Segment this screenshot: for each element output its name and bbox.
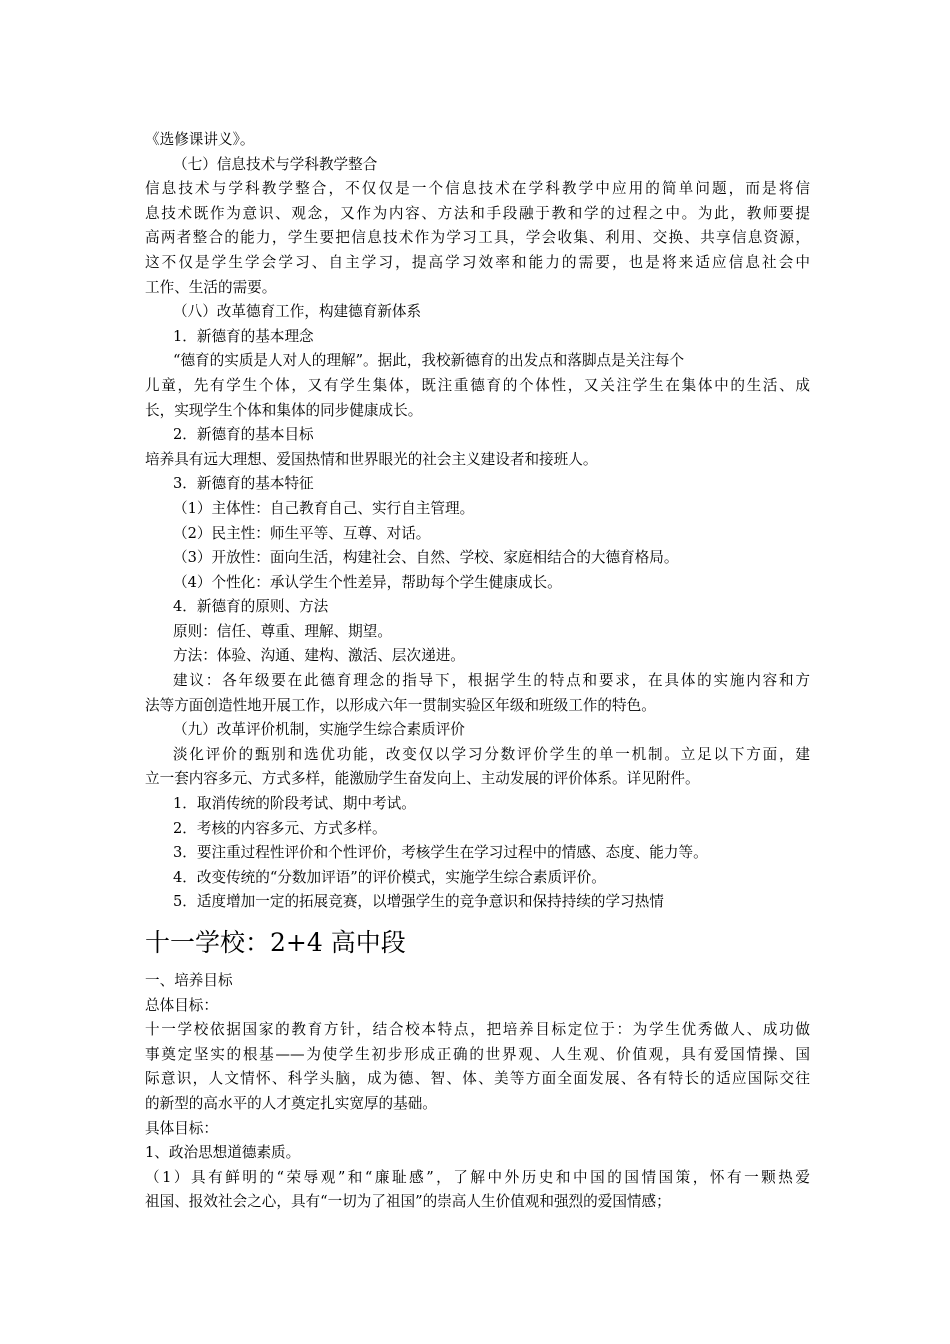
text-line: 信息技术与学科教学整合，不仅仅是一个信息技术在学科教学中应用的简单问题，而是将信 <box>145 180 810 198</box>
text-line: 息技术既作为意识、观念，又作为内容、方法和手段融于教和学的过程之中。为此，教师要提 <box>145 204 810 222</box>
text-line: 法等方面创造性地开展工作，以形成六年一贯制实验区年级和班级工作的特色。 <box>145 696 656 714</box>
text-line: 祖国、报效社会之心，具有“一切为了祖国”的崇高人生价值观和强烈的爱国情感； <box>145 1193 671 1211</box>
text-line: 1．新德育的基本理念 <box>173 327 314 345</box>
text-line: 的新型的高水平的人才奠定扎实宽厚的基础。 <box>145 1094 437 1112</box>
text-line: 4．改变传统的“分数加评语”的评价模式，实施学生综合素质评价。 <box>173 868 606 886</box>
text-line: 际意识，人文情怀、科学头脑，成为德、智、体、美等方面全面发展、各有特长的适应国际交往 <box>145 1070 810 1088</box>
text-line: 3．要注重过程性评价和个性评价，考核学生在学习过程中的情感、态度、能力等。 <box>173 844 708 862</box>
text-line: 2．新德育的基本目标 <box>173 426 314 444</box>
text-line: 一、培养目标 <box>145 972 233 989</box>
text-line: 十一学校依据国家的教育方针，结合校本特点，把培养目标定位于：为学生优秀做人、成功做 <box>145 1021 810 1039</box>
text-line: （1）主体性：自己教育自己、实行自主管理。 <box>173 499 475 517</box>
text-line: 4．新德育的原则、方法 <box>173 598 329 616</box>
document-page <box>145 128 810 1215</box>
text-line: 5．适度增加一定的拓展竞赛，以增强学生的竞争意识和保持持续的学习热情 <box>173 893 664 911</box>
text-line: 1．取消传统的阶段考试、期中考试。 <box>173 795 416 813</box>
body-text-part-1 <box>145 128 810 915</box>
text-line: （八）改革德育工作，构建德育新体系 <box>173 303 422 321</box>
text-line: （九）改革评价机制，实施学生综合素质评价 <box>173 721 465 739</box>
text-line: “德育的实质是人对人的理解”。据此，我校新德育的出发点和落脚点是关注每个 <box>173 352 685 370</box>
text-line: （1）具有鲜明的“荣辱观”和“廉耻感”，了解中外历史和中国的国情国策，怀有一颗热爱 <box>145 1168 810 1186</box>
text-line: 方法：体验、沟通、建构、激活、层次递进。 <box>173 647 465 665</box>
text-line: 工作、生活的需要。 <box>145 278 277 296</box>
text-line: 1、政治思想道德素质。 <box>145 1144 301 1162</box>
body-text-part-2 <box>145 969 810 1215</box>
section-heading: 十一学校：2+4 高中段 <box>145 928 406 957</box>
text-line: 立一套内容多元、方式多样，能激励学生奋发向上、主动发展的评价体系。详见附件。 <box>145 770 700 788</box>
text-line: （七）信息技术与学科教学整合 <box>173 155 378 173</box>
text-line: 儿童，先有学生个体，又有学生集体，既注重德育的个体性，又关注学生在集体中的生活、成 <box>145 376 810 394</box>
text-line: 建议：各年级要在此德育理念的指导下，根据学生的特点和要求，在具体的实施内容和方 <box>173 672 810 690</box>
text-line: 培养具有远大理想、爱国热情和世界眼光的社会主义建设者和接班人。 <box>145 450 598 468</box>
text-line: 事奠定坚实的根基——为使学生初步形成正确的世界观、人生观、价值观，具有爱国情操、国 <box>145 1045 810 1063</box>
text-line: （3）开放性：面向生活，构建社会、自然、学校、家庭相结合的大德育格局。 <box>173 549 679 567</box>
text-line: （2）民主性：师生平等、互尊、对话。 <box>173 524 431 542</box>
text-line: 2．考核的内容多元、方式多样。 <box>173 819 387 837</box>
text-line: 淡化评价的甄别和选优功能，改变仅以学习分数评价学生的单一机制。立足以下方面，建 <box>173 745 810 763</box>
text-line: 3．新德育的基本特征 <box>173 475 314 493</box>
text-line: 具体目标： <box>145 1119 218 1137</box>
text-line: 原则：信任、尊重、理解、期望。 <box>173 622 392 640</box>
text-line: 高两者整合的能力，学生要把信息技术作为学习工具，学会收集、利用、交换、共享信息资源， <box>145 229 810 247</box>
text-line: （4）个性化：承认学生个性差异，帮助每个学生健康成长。 <box>173 573 562 591</box>
text-line: 总体目标： <box>145 996 218 1014</box>
text-line: 《选修课讲义》。 <box>145 131 255 148</box>
text-line: 长，实现学生个体和集体的同步健康成长。 <box>145 401 423 419</box>
text-line: 这不仅是学生学会学习、自主学习，提高学习效率和能力的需要，也是将来适应信息社会中 <box>145 253 810 271</box>
